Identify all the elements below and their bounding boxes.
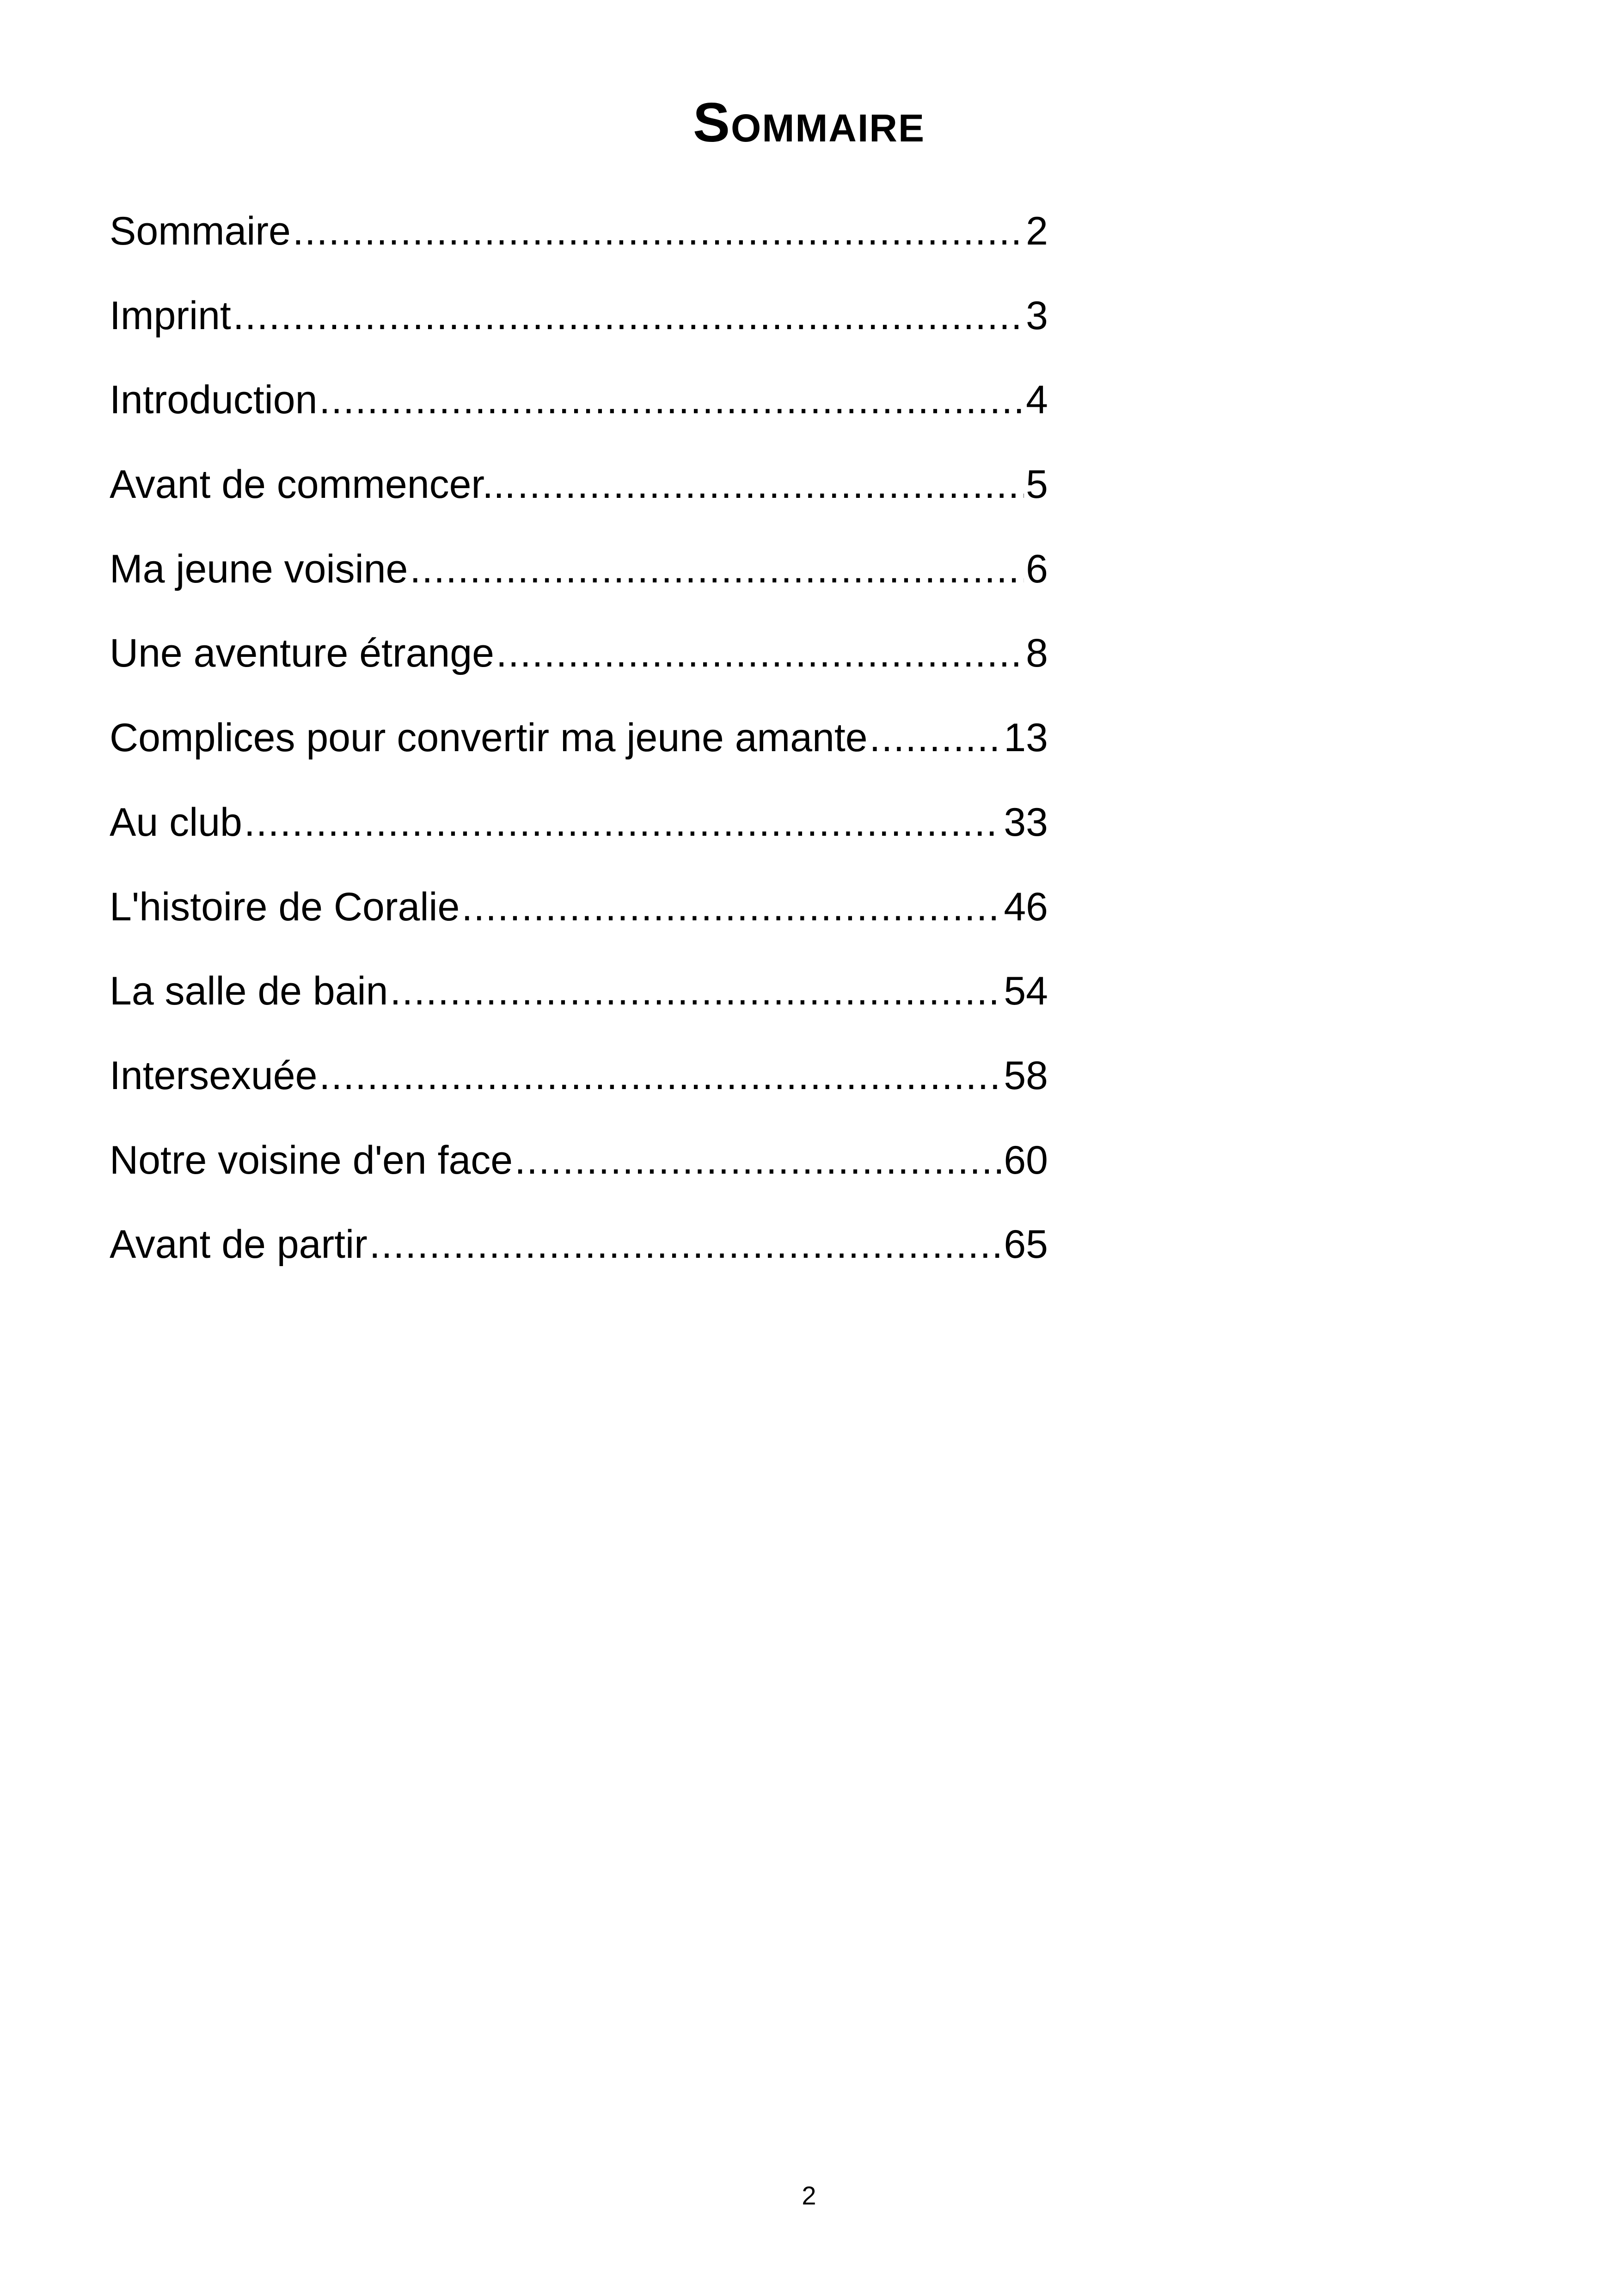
- toc-entry-page-number: 3: [1026, 293, 1048, 338]
- toc-entry-label: Notre voisine d'en face: [110, 1138, 513, 1182]
- toc-entry[interactable]: [110, 1217, 1048, 1301]
- toc-entry-label: Sommaire: [110, 209, 291, 253]
- toc-entry[interactable]: [110, 1133, 1048, 1217]
- dot-leader: [517, 457, 1024, 512]
- toc-entry[interactable]: [110, 710, 1048, 795]
- toc-entry-label: Au club: [110, 800, 242, 845]
- toc-entry[interactable]: [110, 203, 1048, 288]
- toc-entry-label: L'histoire de Coralie: [110, 884, 460, 929]
- dot-leader: [319, 1048, 1002, 1103]
- dot-leader: [293, 203, 1024, 259]
- toc-entry-page-number: 33: [1004, 800, 1048, 845]
- toc-entry[interactable]: [110, 963, 1048, 1048]
- dot-leader: [496, 625, 1024, 681]
- toc-entry-label: Avant de partir: [110, 1222, 368, 1267]
- dot-leader: [410, 541, 1024, 597]
- dot-leader: [870, 710, 1002, 765]
- dot-leader: [515, 1133, 1002, 1188]
- toc-entry[interactable]: [110, 457, 1048, 541]
- toc-entry-page-number: 65: [1004, 1222, 1048, 1267]
- dot-leader: [319, 372, 1024, 428]
- toc-entry-page-number: 54: [1004, 969, 1048, 1014]
- toc-entry[interactable]: [110, 372, 1048, 457]
- toc-entry-page-number: 60: [1004, 1138, 1048, 1182]
- toc-entry-page-number: 13: [1004, 716, 1048, 760]
- table-of-contents: [110, 203, 1048, 1301]
- toc-entry-label: Introduction: [110, 378, 318, 422]
- dot-leader: [390, 963, 1002, 1019]
- toc-entry-page-number: 46: [1004, 884, 1048, 929]
- toc-entry-label: Intersexuée: [110, 1053, 318, 1098]
- toc-entry[interactable]: [110, 1048, 1048, 1133]
- toc-entry-page-number: 2: [1026, 209, 1048, 253]
- toc-entry[interactable]: [110, 288, 1048, 373]
- toc-entry-label: Imprint: [110, 293, 231, 338]
- toc-entry-page-number: 5: [1026, 462, 1048, 507]
- dot-leader: [233, 288, 1024, 343]
- toc-entry[interactable]: [110, 879, 1048, 964]
- toc-entry-label: Complices pour convertir ma jeune amante: [110, 716, 868, 760]
- toc-entry-page-number: 4: [1026, 378, 1048, 422]
- toc-title: Sommaire: [693, 92, 925, 153]
- dot-leader: [244, 795, 1002, 850]
- toc-entry-label: Une aventure étrange: [110, 631, 494, 676]
- dot-leader: [461, 879, 1002, 935]
- toc-entry[interactable]: [110, 625, 1048, 710]
- toc-entry-label: Avant de commencer...: [110, 462, 515, 507]
- toc-entry-page-number: 58: [1004, 1053, 1048, 1098]
- toc-entry[interactable]: [110, 795, 1048, 879]
- toc-entry-page-number: 8: [1026, 631, 1048, 676]
- dot-leader: [369, 1217, 1002, 1272]
- toc-entry-label: La salle de bain: [110, 969, 388, 1014]
- toc-entry-label: Ma jeune voisine: [110, 546, 408, 591]
- page-number: 2: [802, 2181, 816, 2210]
- toc-entry-page-number: 6: [1026, 546, 1048, 591]
- toc-entry[interactable]: [110, 541, 1048, 626]
